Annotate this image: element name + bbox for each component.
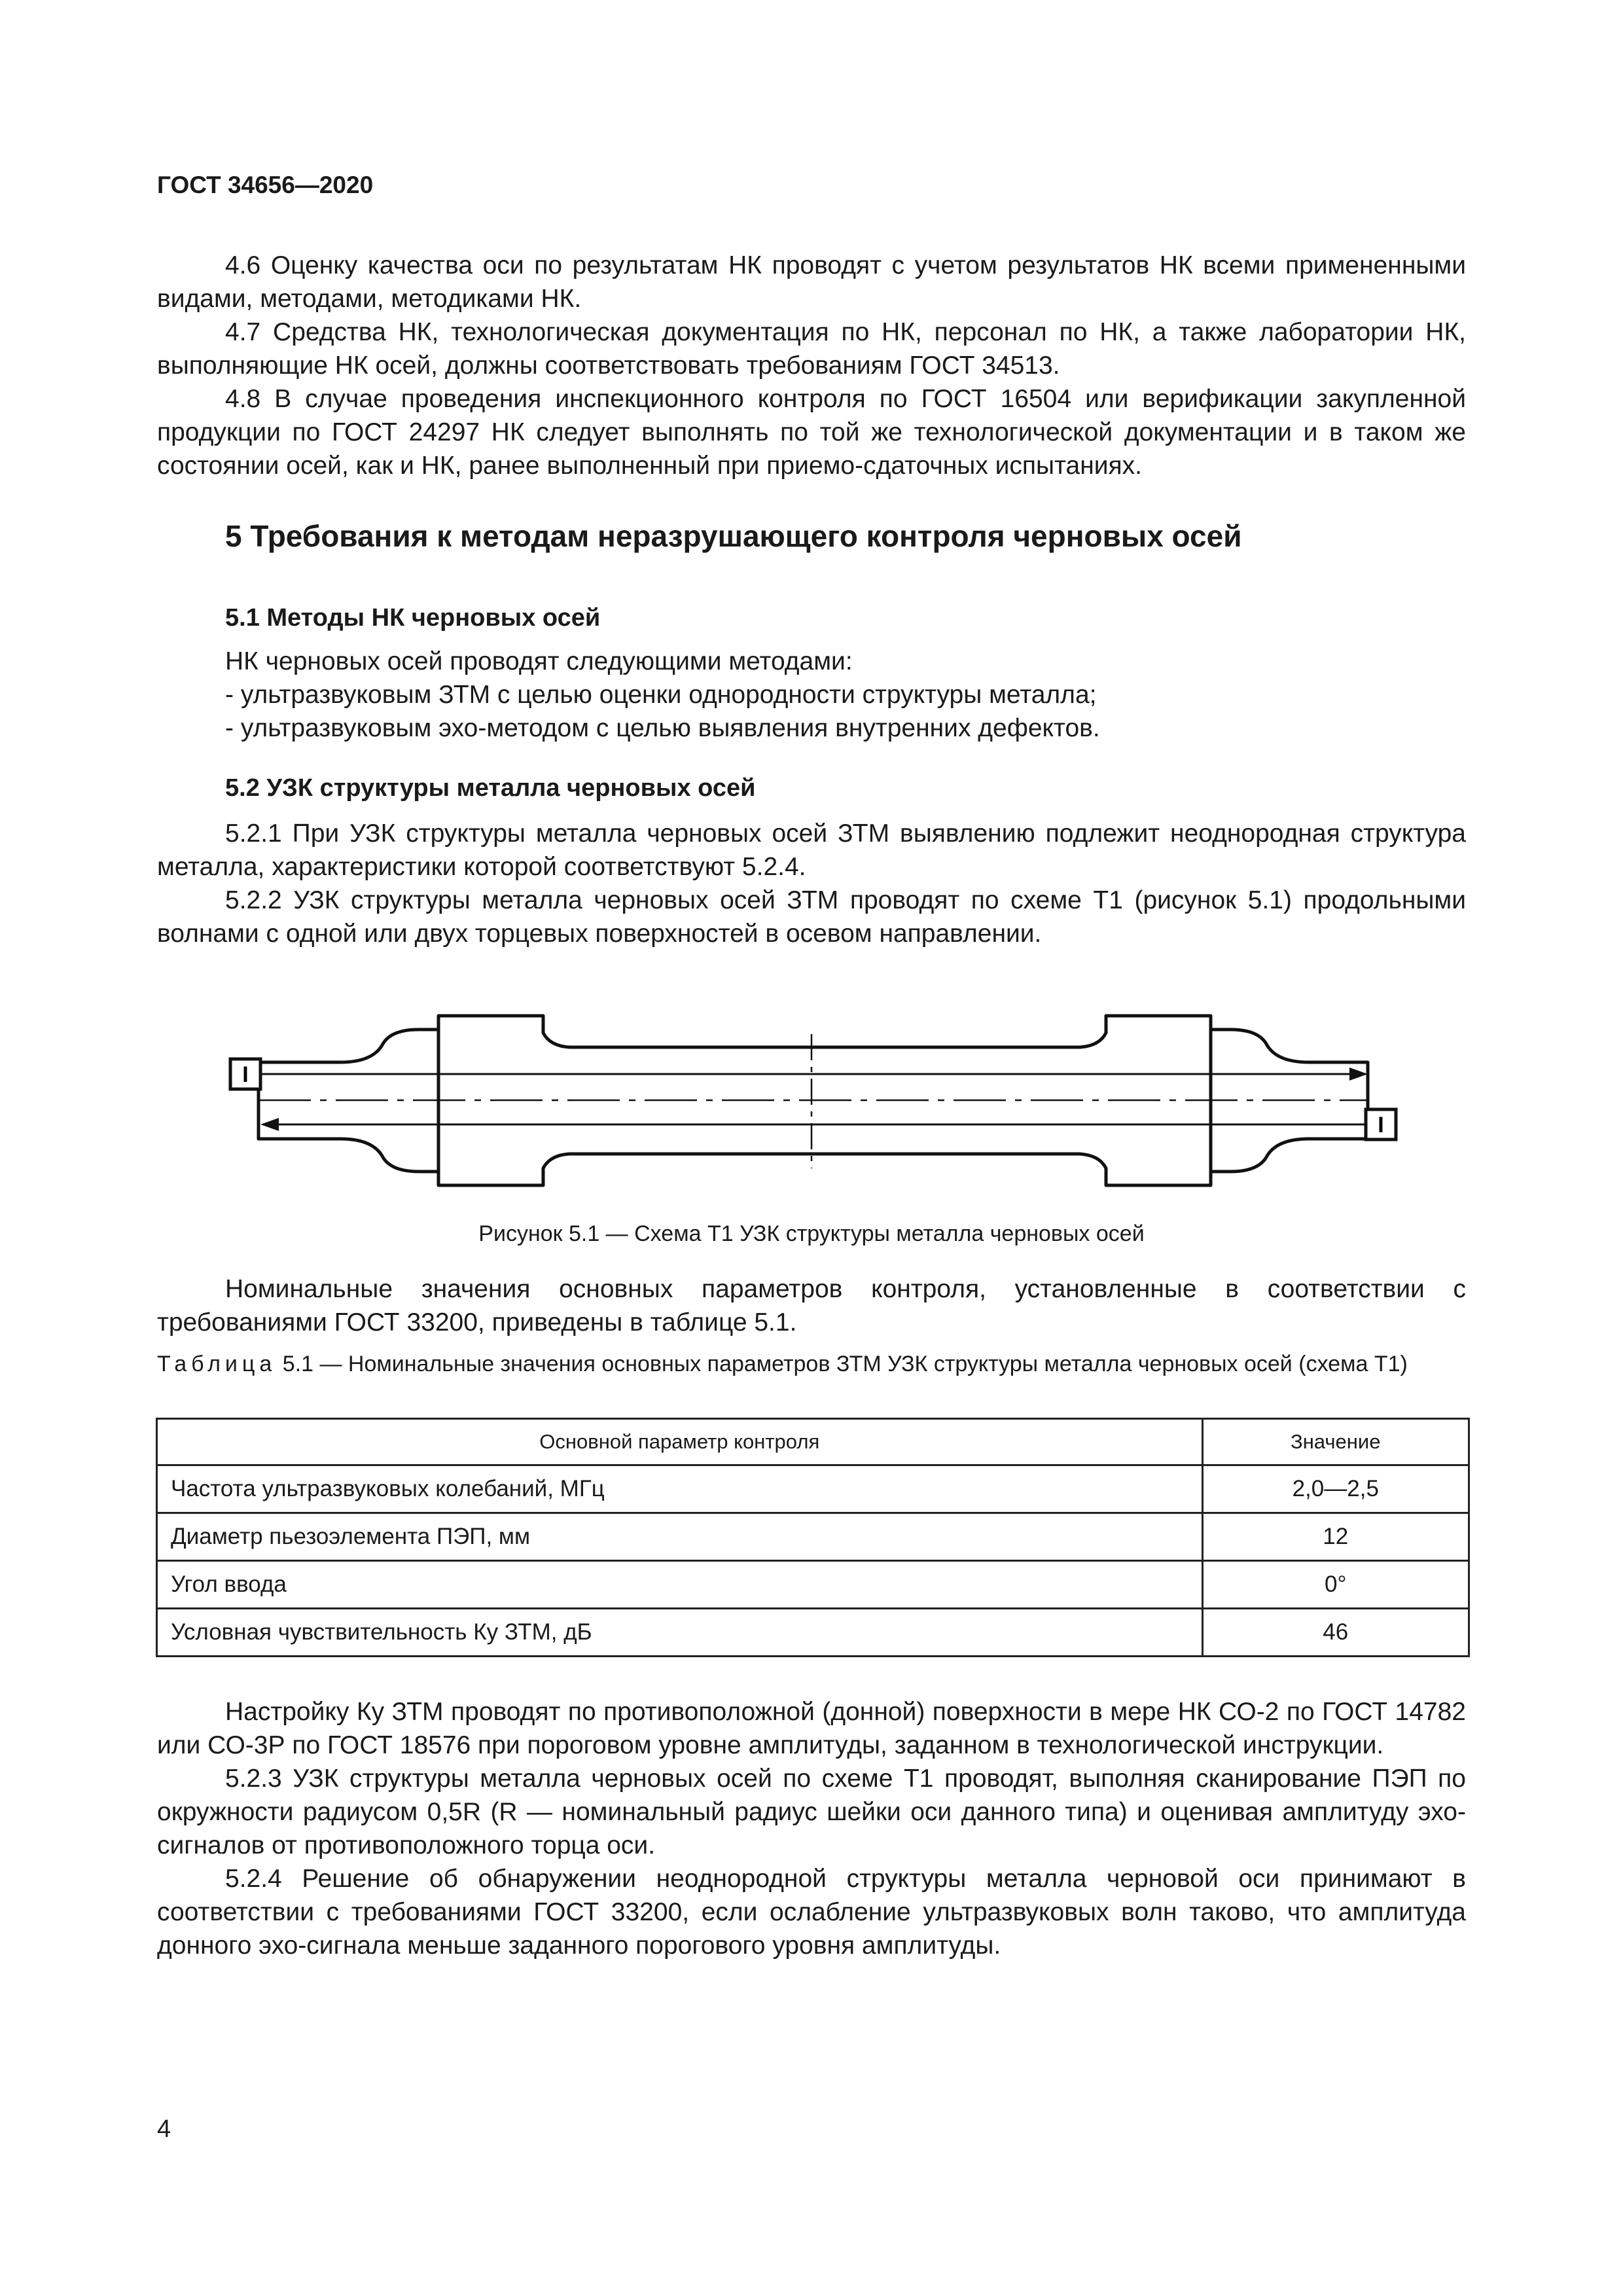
section-4-paragraphs	[157, 249, 1466, 482]
page-number: 4	[157, 2115, 171, 2143]
list-item: - ультразвуковым ЗТМ с целью оценки однородности структуры металла;	[225, 681, 1097, 709]
paragraph-4-8: 4.8 В случае проведения инспекционного контроля по ГОСТ 16504 или верификации закупленной продукции по ГОСТ 24297 НК следует выполнять по той же технологической документации и в таком же состоянии осей, как и НК, ранее выполненный при приемо-сдаточных испытаниях.	[157, 385, 1466, 480]
list-item: - ультразвуковым эхо-методом с целью выявления внутренних дефектов.	[225, 714, 1100, 742]
table-cell-parameter: Частота ультразвуковых колебаний, МГц	[157, 1465, 1203, 1513]
table-cell-parameter: Условная чувствительность Ку ЗТМ, дБ	[157, 1609, 1203, 1657]
after-table-paragraphs	[157, 1695, 1466, 1962]
standard-header: ГОСТ 34656—2020	[157, 171, 374, 198]
table-row	[157, 1513, 1469, 1561]
paragraph-4-7: 4.7 Средства НК, технологическая документация по НК, персонал по НК, а также лаборатории НК, выполняющие НК осей, должны соответствовать требованиям ГОСТ 34513.	[157, 318, 1466, 380]
table-row	[157, 1465, 1469, 1513]
table-intro-paragraph: Номинальные значения основных параметров контроля, установленные в соответствии с требованиями ГОСТ 33200, приведены в таблице 5.1.	[157, 1275, 1466, 1336]
header-parameter: Основной параметр контроля	[157, 1419, 1203, 1465]
table-title-text: 5.1 — Номинальные значения основных параметров ЗТМ УЗК структуры металла черновых осей (схема Т1)	[282, 1352, 1408, 1376]
paragraph-setup: Настройку Ку ЗТМ проводят по противоположной (донной) поверхности в мере НК СО-2 по ГОСТ 14782 или СО-3Р по ГОСТ 18576 при пороговом уровне амплитуды, заданном в технологической инструкции.	[157, 1698, 1466, 1759]
table-cell-value: 46	[1202, 1609, 1469, 1657]
paragraph-5-2-2: 5.2.2 УЗК структуры металла черновых осей ЗТМ проводят по схеме Т1 (рисунок 5.1) продольными волнами с одной или двух торцевых поверхностей в осевом направлении.	[157, 886, 1466, 948]
table-cell-value: 12	[1202, 1513, 1469, 1561]
figure-caption: Рисунок 5.1 — Схема Т1 УЗК структуры металла черновых осей	[478, 1221, 1145, 1246]
table-cell-value: 0°	[1202, 1561, 1469, 1609]
parameters-table	[156, 1418, 1470, 1657]
paragraph-4-6: 4.6 Оценку качества оси по результатам НК проводят с учетом результатов НК всеми примененными видами, методами, методиками НК.	[157, 251, 1466, 313]
table-intro-block	[157, 1272, 1466, 1339]
paragraph-5-2-1: 5.2.1 При УЗК структуры металла черновых осей ЗТМ выявлению подлежит неоднородная структура металла, характеристики которой соответствуют 5.2.4.	[157, 819, 1466, 881]
axle-scheme-figure	[0, 982, 1623, 1198]
table-cell-parameter: Угол ввода	[157, 1561, 1203, 1609]
subsection-5-1-title: 5.1 Методы НК черновых осей	[225, 604, 601, 632]
left-transducer-label: I	[242, 1062, 249, 1087]
table-label: Таблица	[157, 1352, 277, 1376]
methods-list	[225, 645, 1100, 745]
return-beam-arrow	[260, 1118, 279, 1131]
header-value: Значение	[1202, 1419, 1469, 1465]
table-row	[157, 1561, 1469, 1609]
section-5-title: 5 Требования к методам неразрушающего контроля черновых осей	[225, 519, 1242, 553]
axle-outline-bottom	[259, 1139, 1368, 1185]
paragraph-5-2-4: 5.2.4 Решение об обнаружении неоднородной структуры металла черновой оси принимают в соответствии с требованиями ГОСТ 33200, если ослабление ультразвуковых волн таково, что амплитуда донного эхо-сигнала меньше заданного порогового уровня амплитуды.	[157, 1865, 1466, 1960]
section-5-2-paragraphs	[157, 817, 1466, 950]
table-header-row	[157, 1419, 1469, 1465]
axle-outline-top	[259, 1016, 1368, 1139]
table-cell-value: 2,0—2,5	[1202, 1465, 1469, 1513]
forward-beam-arrow	[1349, 1067, 1368, 1081]
subsection-5-2-title: 5.2 УЗК структуры металла черновых осей	[225, 774, 756, 802]
right-transducer-label: I	[1378, 1113, 1384, 1138]
table-row	[157, 1609, 1469, 1657]
paragraph-5-2-3: 5.2.3 УЗК структуры металла черновых осей по схеме Т1 проводят, выполняя сканирование ПЭП по окружности радиусом 0,5R (R — номинальный радиус шейки оси данного типа) и оценивая амплитуду эхо-сигналов от противоположного торца оси.	[157, 1765, 1466, 1859]
table-cell-parameter: Диаметр пьезоэлемента ПЭП, мм	[157, 1513, 1203, 1561]
table-title	[157, 1350, 1466, 1378]
methods-intro: НК черновых осей проводят следующими методами:	[225, 647, 853, 675]
